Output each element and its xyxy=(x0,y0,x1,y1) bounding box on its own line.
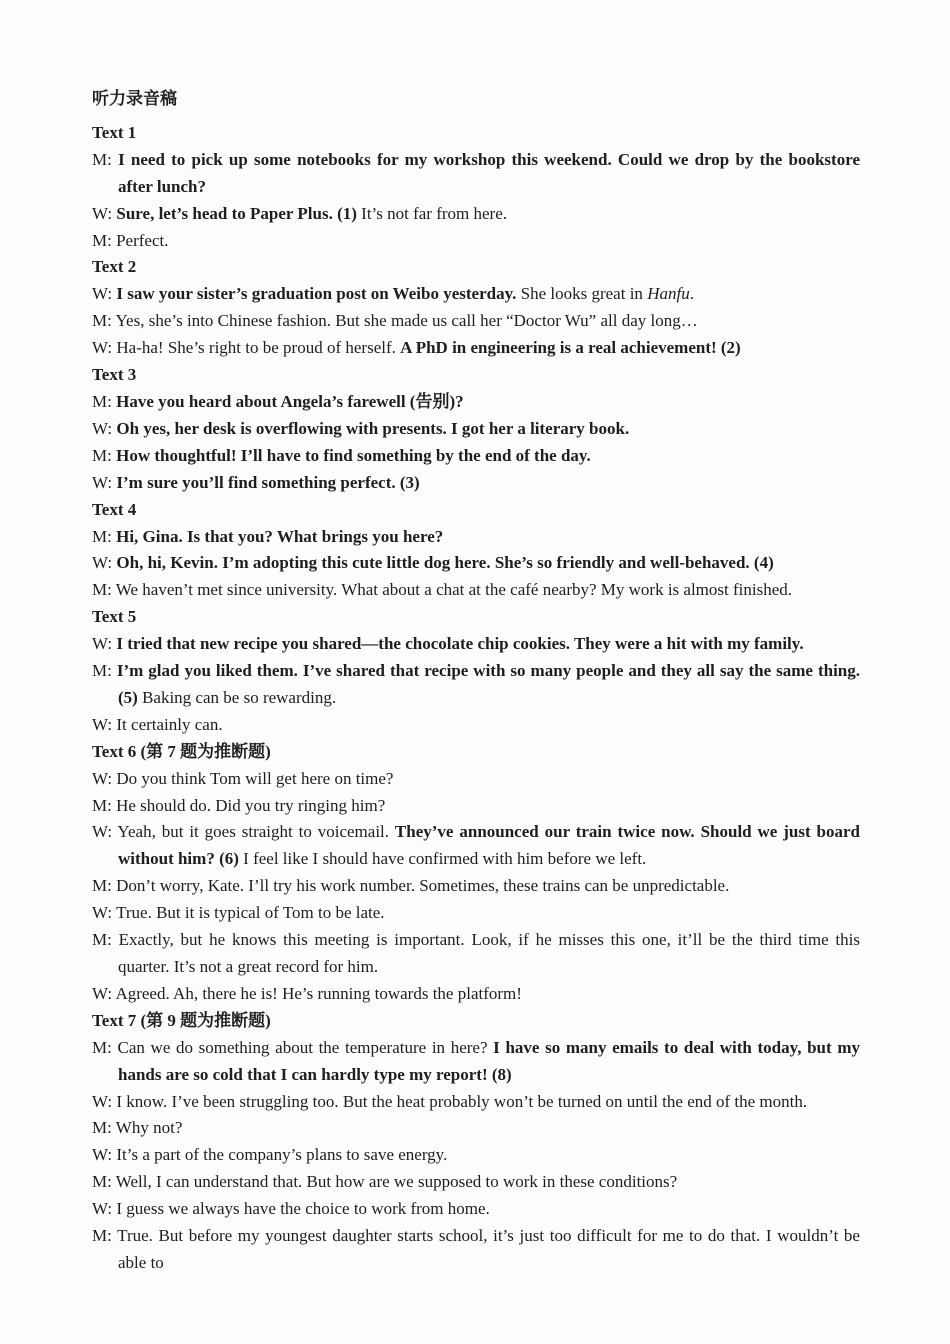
speaker-label: W: xyxy=(92,338,117,358)
dialogue-line xyxy=(92,335,860,362)
dialogue-line xyxy=(92,201,860,228)
dialogue-line xyxy=(92,443,860,470)
dialogue-text: Yes, she’s into Chinese fashion. But she made us call her “Doctor Wu” all day long… xyxy=(115,311,698,331)
dialogue-text: I saw your sister’s graduation post on Weibo yesterday. xyxy=(116,284,521,304)
dialogue-text: It’s a part of the company’s plans to save energy. xyxy=(116,1145,448,1165)
speaker-label: M: xyxy=(92,876,117,896)
dialogue-line xyxy=(92,1035,860,1089)
dialogue-text: I need to pick up some notebooks for my workshop this weekend. Could we drop by the bookstore after lunch? xyxy=(118,149,860,196)
dialogue-text: True. But before my youngest daughter starts school, it’s just too difficult for me to do that. I wouldn’t be able to xyxy=(117,1226,860,1272)
dialogue-line xyxy=(92,766,860,793)
dialogue-text: Don’t worry, Kate. I’ll try his work number. Sometimes, these trains can be unpredictable. xyxy=(116,876,730,896)
dialogue-line xyxy=(92,147,860,201)
speaker-label: W: xyxy=(92,472,117,492)
section-heading: Text 2 xyxy=(92,257,137,277)
transcript-sections xyxy=(92,120,860,1277)
dialogue-line xyxy=(92,658,860,712)
dialogue-line xyxy=(92,228,860,255)
dialogue-text: Can we do something about the temperature in here? xyxy=(117,1037,494,1057)
speaker-label: M: xyxy=(92,661,117,681)
dialogue-text: I know. I’ve been struggling too. But the heat probably won’t be turned on until the end of the month. xyxy=(116,1091,808,1111)
dialogue-text: Ha-ha! She’s right to be proud of herself. xyxy=(116,338,401,358)
dialogue-line xyxy=(92,712,860,739)
dialogue-line xyxy=(92,873,860,900)
dialogue-text: True. But it is typical of Tom to be late. xyxy=(116,903,385,923)
speaker-label: M: xyxy=(92,580,116,600)
dialogue-line xyxy=(92,1089,860,1116)
dialogue-text: Hanfu xyxy=(647,284,690,304)
dialogue-text: He should do. Did you try ringing him? xyxy=(116,795,386,815)
speaker-label: M: xyxy=(92,526,117,546)
dialogue-text: . xyxy=(689,284,694,304)
dialogue-text: A PhD in engineering is a real achievement! (2) xyxy=(400,338,741,358)
speaker-label: M: xyxy=(92,230,117,250)
dialogue-line xyxy=(92,550,860,577)
section-heading: Text 1 xyxy=(92,122,137,142)
dialogue-text: Do you think Tom will get here on time? xyxy=(116,768,394,788)
dialogue-line xyxy=(92,927,860,981)
dialogue-line xyxy=(92,1223,860,1277)
speaker-label: W: xyxy=(92,1199,117,1219)
dialogue-line xyxy=(92,793,860,820)
speaker-label: M: xyxy=(92,311,116,331)
section-heading: Text 7 (第 9 题为推断题) xyxy=(92,1010,271,1030)
dialogue-line xyxy=(92,524,860,551)
dialogue-text: Why not? xyxy=(115,1118,183,1138)
dialogue-text: How thoughtful! I’ll have to find something by the end of the day. xyxy=(116,445,591,465)
speaker-label: M: xyxy=(92,795,117,815)
dialogue-line xyxy=(92,1115,860,1142)
dialogue-line xyxy=(92,577,860,604)
dialogue-text: I have so many emails to deal with today, but my hands are so cold that I can hardly type my report! (8) xyxy=(118,1037,860,1084)
dialogue-line xyxy=(92,281,860,308)
dialogue-text: We haven’t met since university. What about a chat at the café nearby? My work is almost finished. xyxy=(115,580,793,600)
speaker-label: W: xyxy=(92,418,117,438)
speaker-label: W: xyxy=(92,903,117,923)
dialogue-text: I tried that new recipe you shared—the chocolate chip cookies. They were a hit with my family. xyxy=(116,634,804,654)
dialogue-text: Exactly, but he knows this meeting is important. Look, if he misses this one, it’ll be the third time this quarter. It’s not a great record for him. xyxy=(118,930,860,976)
speaker-label: M: xyxy=(92,445,117,465)
dialogue-text: She looks great in xyxy=(520,284,648,304)
dialogue-text: I guess we always have the choice to work from home. xyxy=(116,1199,490,1219)
speaker-label: M: xyxy=(92,1037,118,1057)
dialogue-line xyxy=(92,1142,860,1169)
section-heading: Text 4 xyxy=(92,499,137,519)
section-heading: Text 6 (第 7 题为推断题) xyxy=(92,741,271,761)
dialogue-text: Hi, Gina. Is that you? What brings you here? xyxy=(116,526,444,546)
speaker-label: W: xyxy=(92,983,116,1003)
dialogue-text: Agreed. Ah, there he is! He’s running towards the platform! xyxy=(115,983,522,1003)
dialogue-line xyxy=(92,631,860,658)
dialogue-text: I feel like I should have confirmed with him before we left. xyxy=(243,849,647,869)
dialogue-line xyxy=(92,308,860,335)
dialogue-text: Oh, hi, Kevin. I’m adopting this cute little dog here. She’s so friendly and well-behaved. (4) xyxy=(116,553,774,573)
speaker-label: W: xyxy=(92,553,117,573)
dialogue-text: Yeah, but it goes straight to voicemail. xyxy=(117,822,395,842)
dialogue-text: Perfect. xyxy=(116,230,169,250)
speaker-label: W: xyxy=(92,284,117,304)
speaker-label: M: xyxy=(92,391,117,411)
dialogue-text: They’ve announced our train twice now. Should we just board without him? (6) xyxy=(118,822,860,869)
dialogue-line xyxy=(92,1169,860,1196)
dialogue-text: I’m glad you liked them. I’ve shared that recipe with so many people and they all say the same thing. (5) xyxy=(116,661,861,707)
dialogue-line xyxy=(92,416,860,443)
speaker-label: W: xyxy=(92,1091,117,1111)
document-title: 听力录音稿 xyxy=(92,89,177,108)
dialogue-line xyxy=(92,470,860,497)
dialogue-line xyxy=(92,981,860,1008)
speaker-label: W: xyxy=(92,768,117,788)
speaker-label: M: xyxy=(92,930,119,950)
section-heading: Text 3 xyxy=(92,365,137,385)
dialogue-line xyxy=(92,900,860,927)
speaker-label: M: xyxy=(92,1118,116,1138)
dialogue-line xyxy=(92,389,860,416)
dialogue-line xyxy=(92,1196,860,1223)
dialogue-text: It’s not far from here. xyxy=(361,203,508,223)
dialogue-text: Well, I can understand that. But how are we supposed to work in these conditions? xyxy=(115,1172,678,1192)
dialogue-line xyxy=(92,819,860,873)
dialogue-text: Have you heard about Angela’s farewell (告别)? xyxy=(116,391,464,411)
speaker-label: W: xyxy=(92,1145,117,1165)
section-heading: Text 5 xyxy=(92,607,137,627)
dialogue-text: Baking can be so rewarding. xyxy=(142,687,337,707)
speaker-label: M: xyxy=(92,1172,116,1192)
dialogue-text: It certainly can. xyxy=(116,714,223,734)
speaker-label: M: xyxy=(92,1226,118,1246)
speaker-label: W: xyxy=(92,634,117,654)
dialogue-text: I’m sure you’ll find something perfect. (3) xyxy=(116,472,420,492)
speaker-label: W: xyxy=(92,714,117,734)
speaker-label: M: xyxy=(92,149,119,169)
dialogue-text: Oh yes, her desk is overflowing with presents. I got her a literary book. xyxy=(116,418,630,438)
speaker-label: W: xyxy=(92,203,117,223)
speaker-label: W: xyxy=(92,822,118,842)
dialogue-text: Sure, let’s head to Paper Plus. (1) xyxy=(116,203,362,223)
